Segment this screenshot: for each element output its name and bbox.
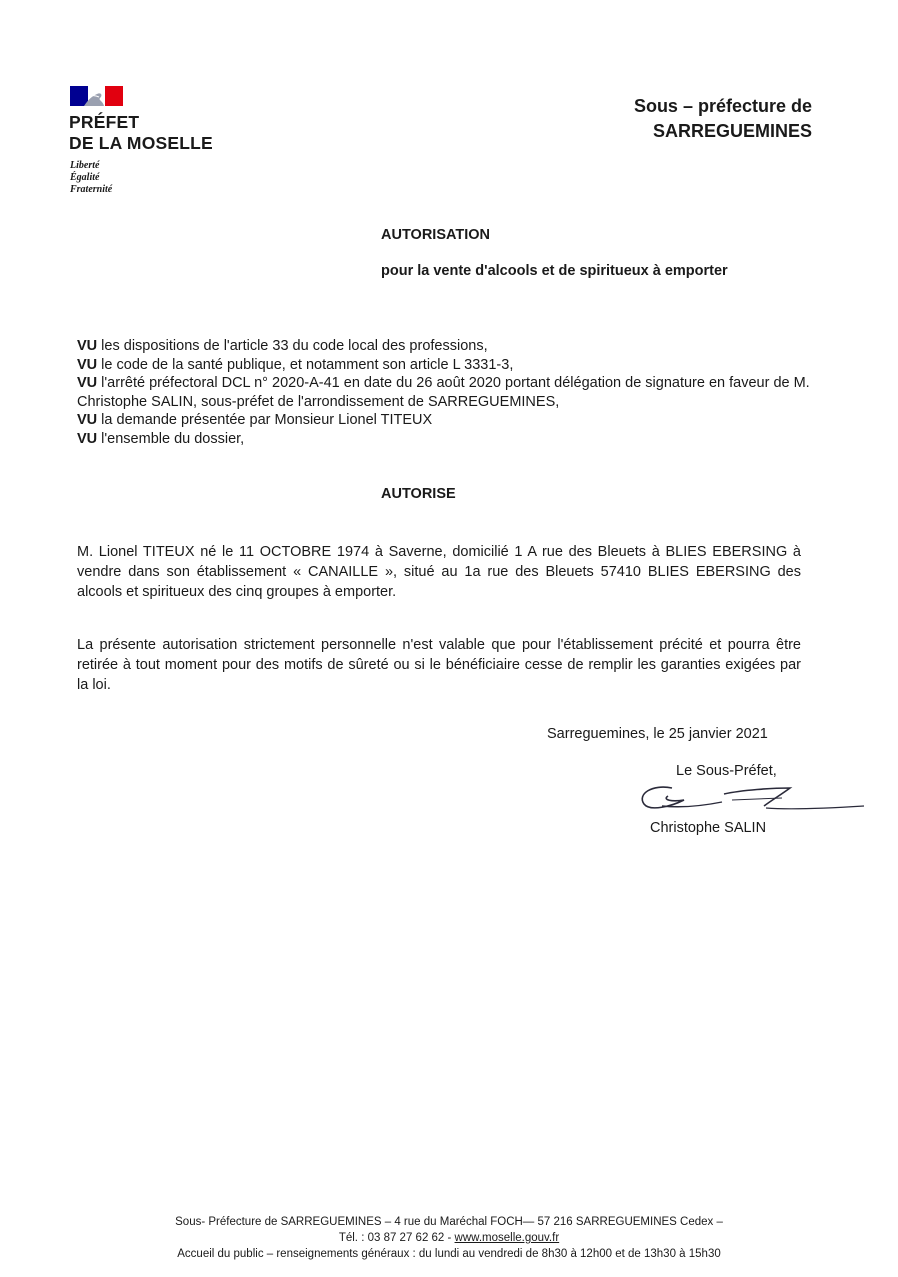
footer-contact (0, 1230, 898, 1246)
consideration-text: les dispositions de l'article 33 du code local des professions, (97, 338, 488, 354)
footer-address: Sous- Préfecture de SARREGUEMINES – 4 rue du Maréchal FOCH— 57 216 SARREGUEMINES Cedex – (175, 1216, 723, 1228)
consideration-text: l'ensemble du dossier, (97, 430, 245, 447)
signer-name: Christophe SALIN (650, 820, 767, 836)
document-title: AUTORISATION (381, 227, 491, 243)
office-heading (634, 94, 812, 144)
consideration-keyword: VU (77, 356, 98, 373)
page-footer (0, 1214, 898, 1262)
consideration-item (77, 337, 822, 356)
consideration-keyword: VU (77, 338, 98, 354)
footer-phone: Tél. : 03 87 27 62 62 - (338, 1232, 455, 1244)
motto-line: Égalité (70, 172, 100, 183)
prefecture-name-line: DE LA MOSELLE (69, 133, 213, 153)
prefecture-name (69, 112, 213, 154)
consideration-text: l'arrêté préfectoral DCL n° 2020-A-41 en date du 26 août 2020 portant délégation de signature en faveur de M. Christophe SALIN, sous-préfet de l'arrondissement de SARREGUEMINES, (77, 375, 810, 410)
authorization-paragraph: M. Lionel TITEUX né le 11 OCTOBRE 1974 à Saverne, domicilié 1 A rue des Bleuets à BLIES EBERSING à vendre dans son établissement « CANAILLE », situé au 1a rue des Bleuets 57410 BLIES EBERSING des alcools et spiritueux des cinq groupes à emporter. (77, 544, 801, 600)
consideration-keyword: VU (77, 430, 98, 447)
conditions-paragraph: La présente autorisation strictement personnelle n'est valable que pour l'établissement précité et pourra être retirée à tout moment pour des motifs de sûreté ou si le bénéficiaire cesse de remplir les garanties exigées par la loi. (77, 637, 801, 693)
document-subtitle: pour la vente d'alcools et de spiritueux à emporter (381, 263, 728, 279)
signatory-title: Le Sous-Préfet, (676, 763, 777, 779)
consideration-text: la demande présentée par Monsieur Lionel TITEUX (97, 412, 433, 428)
consideration-item (77, 430, 822, 449)
footer-opening-hours: Accueil du public – renseignements généraux : du lundi au vendredi de 8h30 à 12h00 et de 13h30 à 15h30 (177, 1248, 721, 1260)
considerations-list (77, 337, 822, 448)
motto-line: Liberté (70, 160, 100, 171)
consideration-item (77, 356, 822, 375)
consideration-item (77, 374, 822, 411)
decision-heading: AUTORISE (381, 486, 456, 502)
marianne-flag-icon (70, 86, 123, 106)
handwritten-signature (632, 776, 868, 826)
consideration-keyword: VU (77, 412, 98, 428)
place-and-date: Sarreguemines, le 25 janvier 2021 (547, 726, 768, 742)
motto-line: Fraternité (70, 184, 113, 195)
website-link[interactable]: www.moselle.gouv.fr (454, 1232, 560, 1244)
prefecture-name-line: PRÉFET (69, 112, 140, 132)
office-heading-line: Sous – préfecture de (633, 96, 812, 116)
consideration-text: le code de la santé publique, et notamment son article L 3331-3, (97, 356, 514, 373)
consideration-keyword: VU (77, 375, 98, 391)
republic-motto (70, 160, 112, 196)
consideration-item (77, 411, 822, 430)
office-heading-line: SARREGUEMINES (652, 121, 812, 141)
